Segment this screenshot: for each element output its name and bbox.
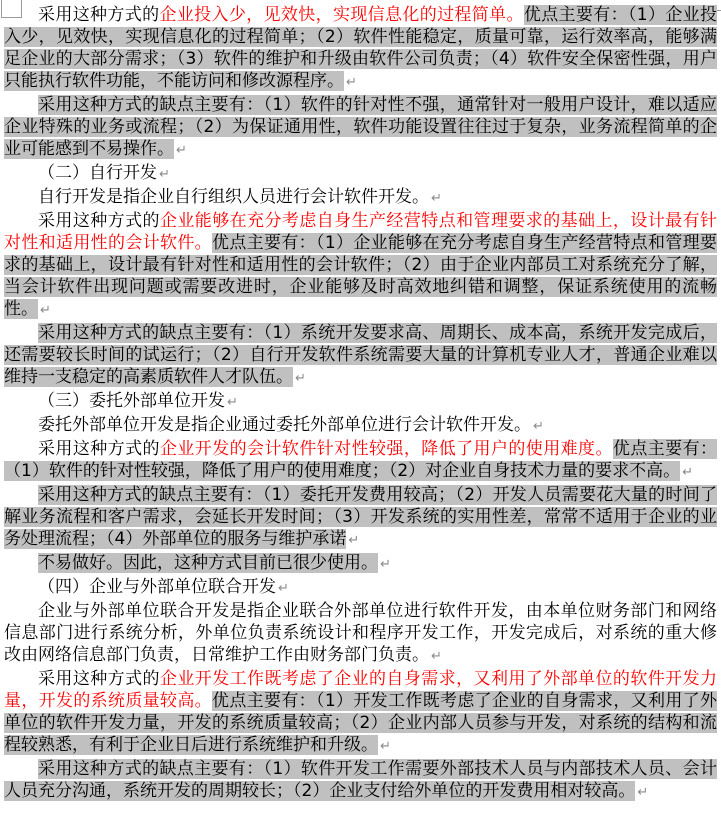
text-run: 企业与外部单位联合开发是指企业联合外部单位进行软件开发，由本单位财务部门和网络信息部门进行系统分析，外单位负责系统设计和程序开发工作，开发完成后，对系统的重大修改由网络信息部门负责，日常维护工作由财务部门负责。 [4,601,717,665]
paragraph-mark-icon: ↵ [348,533,360,548]
paragraph-mark-icon: ↵ [227,395,238,410]
paragraph-mark-icon: ↵ [431,191,442,206]
paragraph [4,186,717,210]
paragraph [4,94,717,162]
highlighted-run: 优点主要有：（1）企业能够在充分考虑自身生产经营特点和管理要求的基础上，设计最有针对性和适用性的会计软件；（2）由于企业内部员工对系统充分了解，当会计软件出现问题或需要改进时，企业能够及时高效地纠错和调整，保证系统使用的流畅性。 [4,233,718,319]
paragraph-mark-icon: ↵ [346,75,357,90]
highlighted-run: 不易做好。因此，这种方式目前已很少使用。 [38,553,378,573]
paragraph-mark-icon: ↵ [40,303,51,318]
highlighted-run: 优点主要有：（1）企业投入少，见效快，实现信息化的过程简单；（2）软件性能稳定，质量可靠，运行效率高，能够满足企业的大部分需求；（3）软件的维护和升级由软件公司负责；（4）软件安全保密性强，用户只能执行软件功能，不能访问和修改源程序。 [4,5,718,91]
paragraph-mark-icon: ↵ [278,581,289,596]
emphasis-red-run: 企业投入少，见效快，实现信息化的过程简单。 [159,5,524,25]
text-run: 采用这种方式的 [38,211,160,231]
paragraph [4,4,717,94]
text-run: 自行开发是指企业自行组织人员进行会计软件开发。 [38,187,429,207]
paragraph [4,390,717,414]
text-run: 采用这种方式的 [38,669,160,689]
highlighted-run: 采用这种方式的缺点主要有：（1）系统开发要求高、周期长、成本高，系统开发完成后，还需要较长时间的试运行；（2）自行开发软件系统需要大量的计算机专业人才，普通企业难以维持一支稳定的高素质软件人才队伍。 [4,323,717,387]
paragraph [4,668,717,758]
emphasis-red-run: 企业能够在充分考虑自身生产经营特点和管理要求的基础上，设计最有针对性和适用性的会计软件。 [4,211,718,253]
paragraph-mark-icon: ↵ [637,785,649,800]
paragraph [4,600,717,668]
text-run: （二）自行开发 [38,163,157,183]
paragraph [4,552,717,576]
paragraph [4,414,717,438]
text-run: 委托外部单位开发是指企业通过委托外部单位进行会计软件开发。 [38,415,531,435]
paragraph [4,484,717,552]
highlighted-run: 采用这种方式的缺点主要有：（1）委托开发费用较高；（2）开发人员需要花大量的时间了解业务流程和客户需求，会延长开发时间；（3）开发系统的实用性差，常常不适用于企业的业务处理流程；（4）外部单位的服务与维护承诺 [4,485,717,549]
highlighted-run: 优点主要有：（1）开发工作既考虑了企业的自身需求，又利用了外单位的软件开发力量，开发的系统质量较高；（2）企业内部人员参与开发，对系统的结构和流程较熟悉，有利于企业日后进行系统维护和升级。 [4,691,718,755]
paragraph-mark-icon: ↵ [431,649,442,664]
highlighted-run: 采用这种方式的缺点主要有：（1）软件的针对性不强，通常针对一般用户设计，难以适应企业特殊的业务或流程；（2）为保证通用性，软件功能设置往往过于复杂，业务流程简单的企业可能感到不易操作。 [4,95,717,159]
paragraph-mark-icon: ↵ [176,143,187,158]
highlighted-run: 优点主要有：（1）软件的针对性较强，降低了用户的使用难度；（2）对企业自身技术力量的要求不高。 [4,439,718,481]
text-run: 采用这种方式的 [38,5,160,25]
text-run: 采用这种方式的 [38,439,160,459]
paragraph-mark-icon: ↵ [380,739,391,754]
paragraph [4,576,717,600]
text-run: （三）委托外部单位开发 [38,391,225,411]
paragraph [4,210,717,322]
document-content[interactable] [4,4,717,804]
paragraph [4,438,717,484]
paragraph [4,322,717,390]
paragraph-mark-icon: ↵ [295,371,306,386]
paragraph [4,162,717,186]
paragraph-mark-icon: ↵ [533,419,544,434]
paragraph-mark-icon: ↵ [159,167,170,182]
emphasis-red-run: 企业开发的会计软件针对性较强，降低了用户的使用难度。 [159,439,613,459]
text-run: （四）企业与外部单位联合开发 [38,577,276,597]
emphasis-red-run: 企业开发工作既考虑了企业的自身需求，又利用了外部单位的软件开发力量，开发的系统质量较高。 [4,669,718,711]
paragraph-mark-icon: ↵ [682,465,694,480]
paragraph [4,758,717,804]
paragraph-mark-icon: ↵ [380,557,391,572]
highlighted-run: 采用这种方式的缺点主要有：（1）软件开发工作需要外部技术人员与内部技术人员、会计人员充分沟通，系统开发的周期较长；（2）企业支付给外单位的开发费用相对较高。 [4,759,717,801]
